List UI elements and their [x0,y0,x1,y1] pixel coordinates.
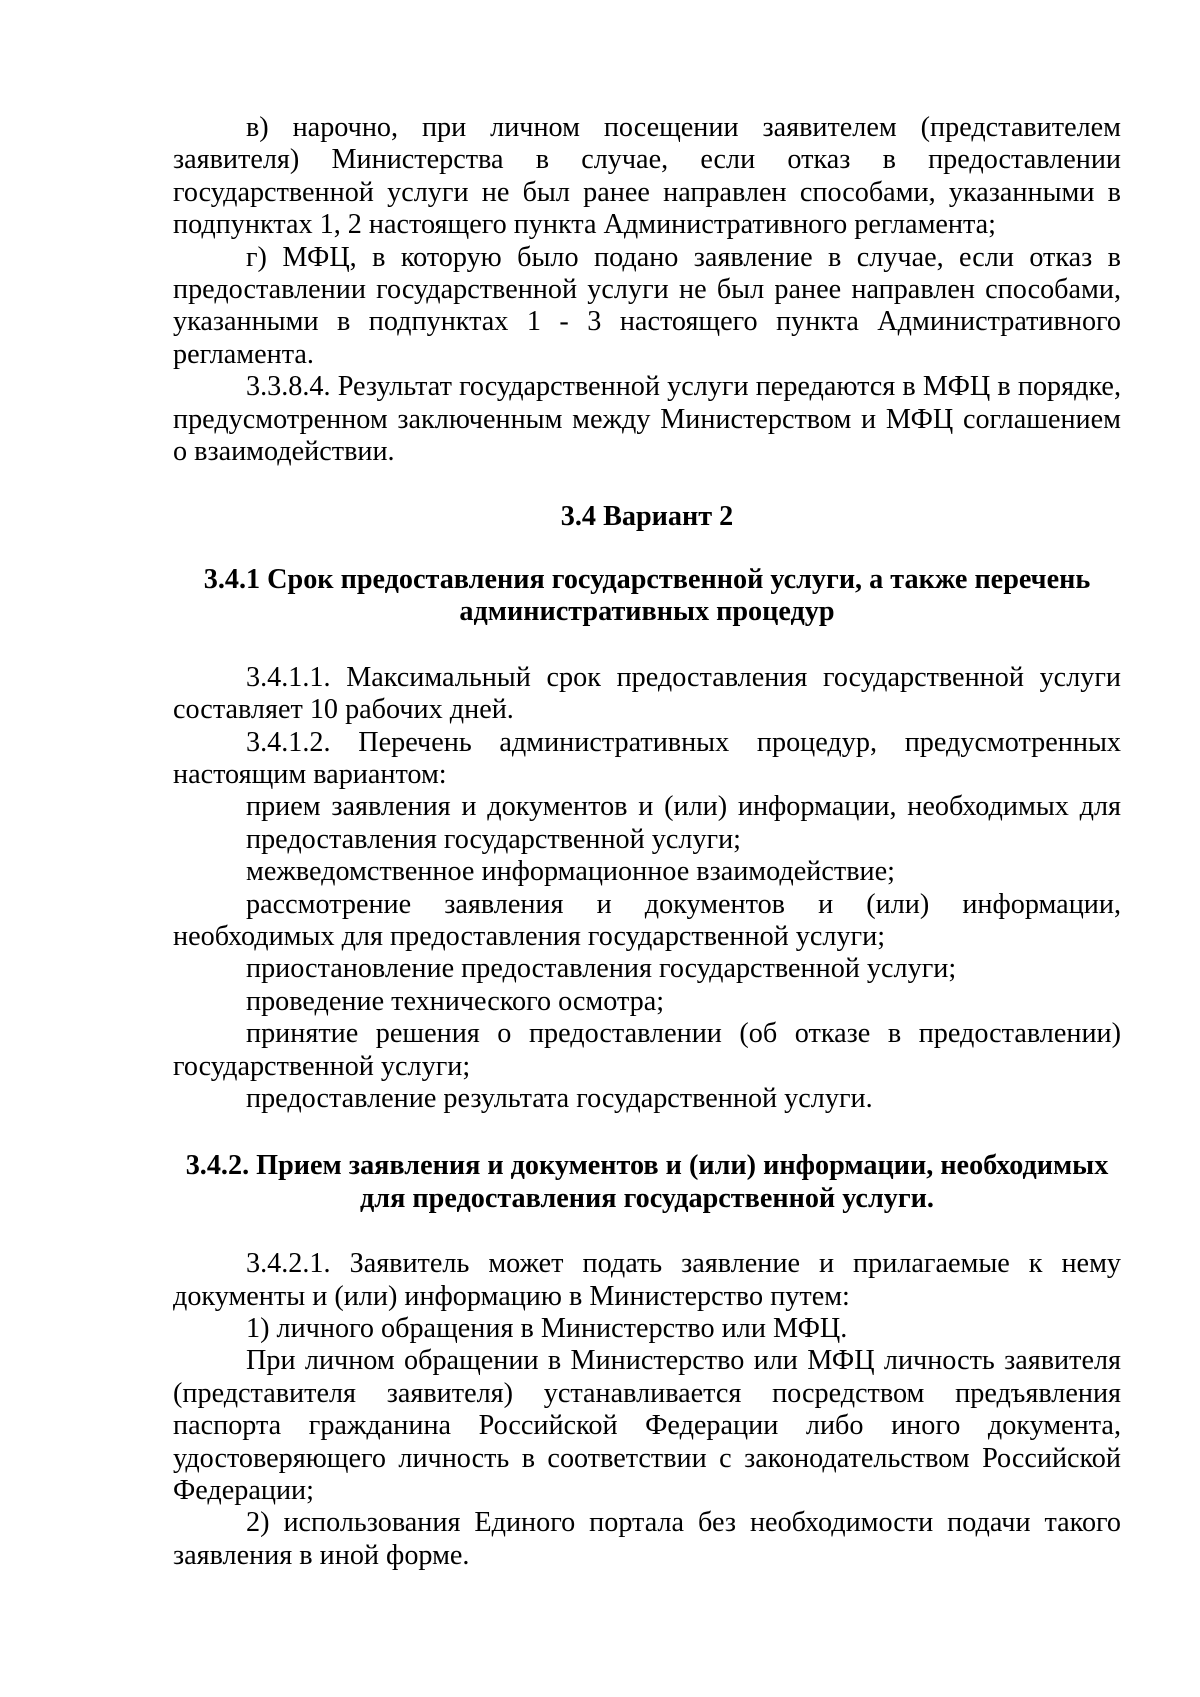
procedure-item: прием заявления и документов и (или) информации, необходимых для предоставления государственной услуги; [246,791,1121,855]
paragraph-item-g: г) МФЦ, в которую было подано заявление в случае, если отказ в предоставлении государственной услуги не был ранее направлен способами, указанными в подпунктах 1 - 3 настоящего пункта Административного регламента. [173,241,1121,370]
section-heading-3-4-1 [173,564,1121,629]
paragraph-3-4-1-1: 3.4.1.1. Максимальный срок предоставления государственной услуги составляет 10 рабочих дней. [173,661,1121,726]
paragraph-3-4-2-1: 3.4.2.1. Заявитель может подать заявление и прилагаемые к нему документы и (или) информацию в Министерство путем: [173,1248,1121,1312]
paragraph-identity-verification: При личном обращении в Министерство или МФЦ личность заявителя (представителя заявителя) устанавливается посредством предъявления паспорта гражданина Российской Федерации либо иного документа, удостоверяющего личность в соответствии с законодательством Российской Федерации; [173,1345,1121,1507]
procedure-item: межведомственное информационное взаимодействие; [246,856,895,888]
paragraph-unified-portal: 2) использования Единого портала без необходимости подачи такого заявления в иной форме. [173,1507,1121,1571]
section-heading-3-4-2-line2: для предоставления государственной услуги. [360,1182,934,1214]
paragraph-3-4-1-2: 3.4.1.2. Перечень административных процедур, предусмотренных настоящим вариантом: [173,726,1121,790]
section-heading-3-4-1-line1: 3.4.1 Срок предоставления государственной услуги, а также перечень [203,563,1091,595]
procedure-item: принятие решения о предоставлении (об отказе в предоставлении) государственной услуги; [173,1018,1121,1082]
section-heading-3-4-1-line2: административных процедур [459,596,835,628]
section-heading-3-4-2-line1: 3.4.2. Прием заявления и документов и (или) информации, необходимых [185,1150,1109,1182]
procedure-item: предоставление результата государственной услуги. [246,1082,873,1114]
procedure-item: проведение технического осмотра; [246,985,665,1017]
paragraph-item-v: в) нарочно, при личном посещении заявителем (представителем заявителя) Министерства в случае, если отказ в предоставлении государственной услуги не был ранее направлен способами, указанными в подпунктах 1, 2 настоящего пункта Административного регламента; [173,112,1121,241]
variant-heading: 3.4 Вариант 2 [560,501,734,533]
paragraph-personal-visit: 1) личного обращения в Министерство или МФЦ. [246,1313,848,1344]
document-page [173,112,1121,1572]
section-heading-3-4-2 [173,1150,1121,1215]
paragraph-3-3-8-4: 3.3.8.4. Результат государственной услуги передаются в МФЦ в порядке, предусмотренном заключенным между Министерством и МФЦ соглашением о взаимодействии. [173,371,1121,468]
procedure-item: приостановление предоставления государственной услуги; [246,953,957,985]
procedure-item: рассмотрение заявления и документов и (или) информации, необходимых для предоставления государственной услуги; [173,888,1121,952]
